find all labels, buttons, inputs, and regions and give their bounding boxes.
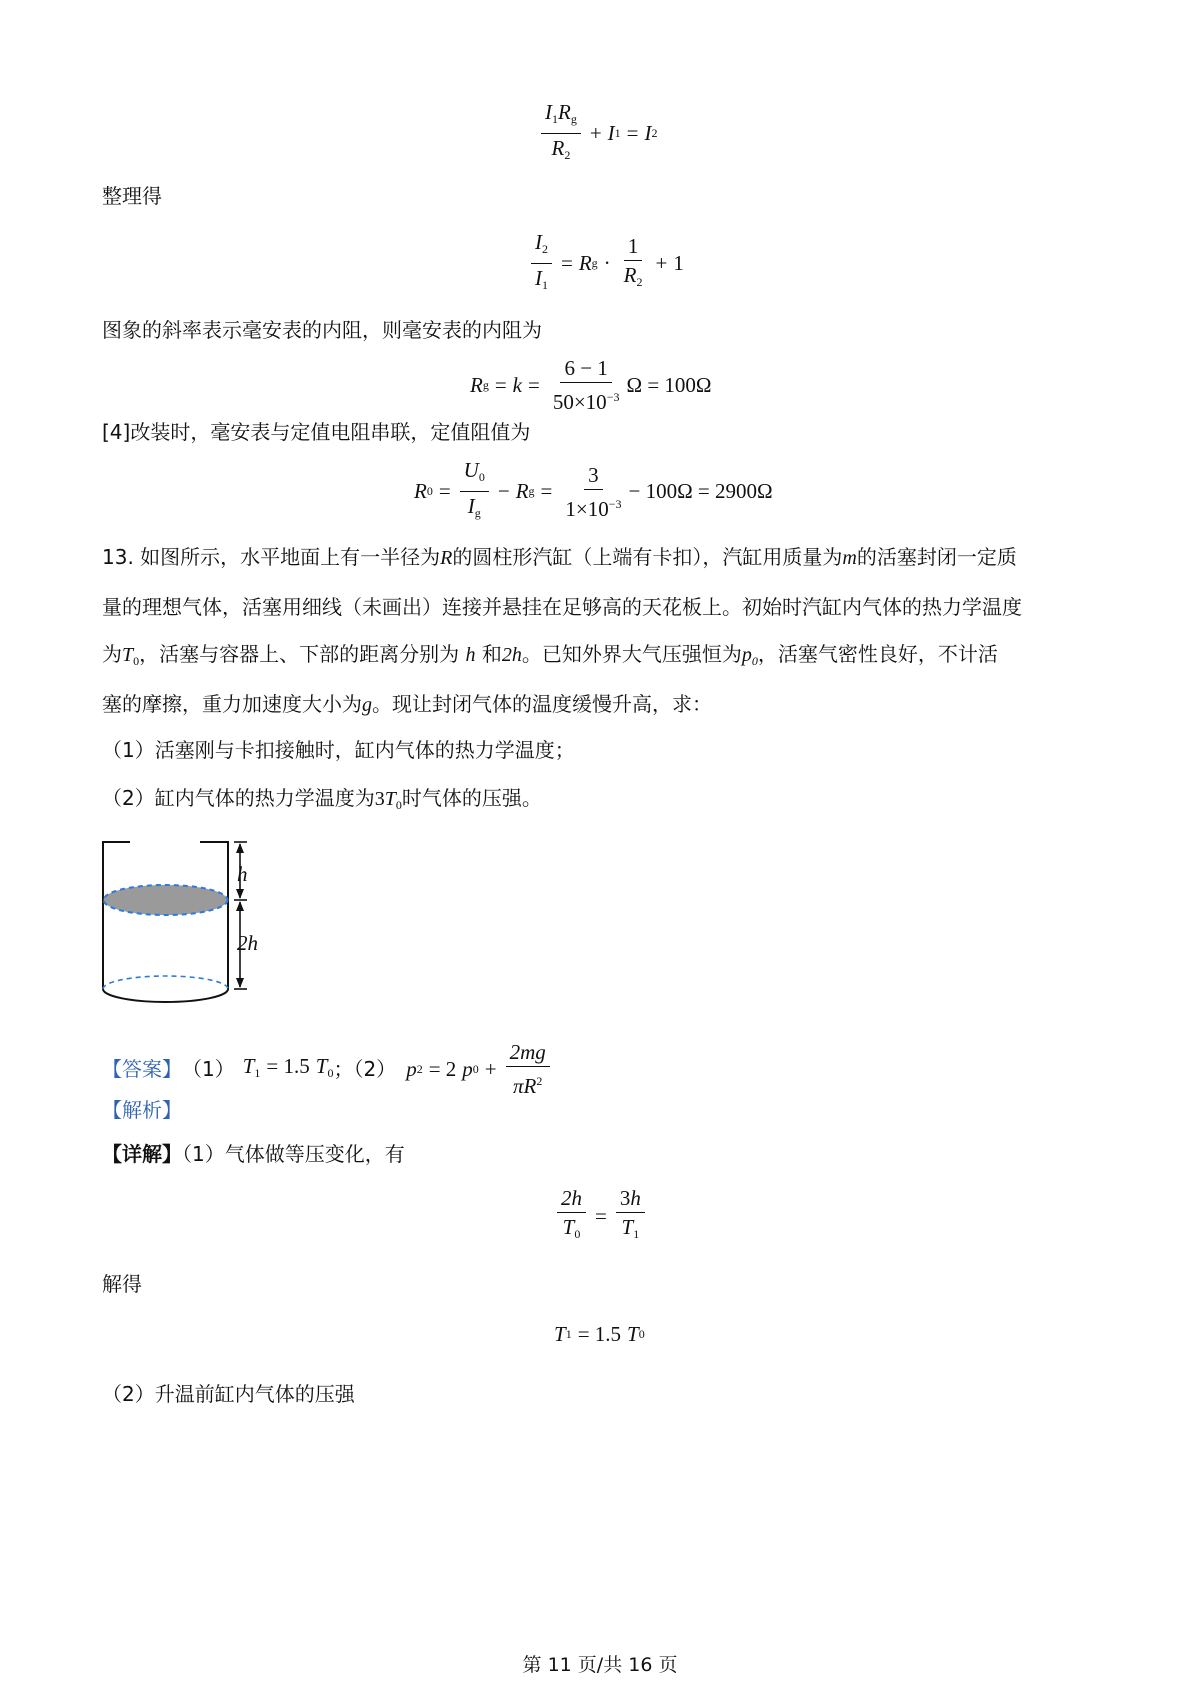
answer-tag: 【答案】 [102,1057,182,1081]
equation-series-resistor: R 0 = $\frac{U_0}{I_g}$ − R g = $\frac{3}{1\times 10^{-3}}$ − 100Ω = 2900Ω [414,458,773,525]
fraction: $\frac{2mg}{\pi R^2}$ [506,1040,550,1098]
label-2h: 2h [237,931,258,955]
fraction: $\frac{3h}{T_1}$ [616,1186,645,1246]
question-line-2: 量的理想气体，活塞用细线（未画出）连接并悬挂在足够高的天花板上。初始时汽缸内气体的热力学温度 [102,595,1022,619]
text-zhengli: 整理得 [102,184,162,208]
text-part2: （2）升温前缸内气体的压强 [102,1382,355,1406]
text-jiede: 解得 [102,1272,142,1296]
fraction: $\frac{2h}{T_0}$ [557,1186,586,1246]
question-sub-1: （1）活塞刚与卡扣接触时，缸内气体的热力学温度； [102,738,575,762]
fraction: $\frac{1}{R_2}$ [623,233,643,289]
detail-line: 【详解】（1）气体做等压变化，有 [102,1142,405,1166]
fraction: $\frac{6 - 1}{50\times 10^{-3}}$ [552,356,620,414]
equation-ratio: $\frac{I_2}{I_1}$ = R g · $\frac{1}{R_2}$ + 1 [528,230,684,297]
jiexi-tag: 【解析】 [102,1098,182,1122]
fraction: $\frac{I_2}{I_1}$ [531,230,552,297]
text-slope: 图象的斜率表示毫安表的内阻，则毫安表的内阻为 [102,318,542,342]
text-step4: [4]改装时，毫安表与定值电阻串联，定值阻值为 [102,420,531,444]
equation-isobaric: $\frac{2h}{T_0}$ = $\frac{3h}{T_1}$ [554,1186,648,1246]
equation-result-t1: T 1 = 1.5 T 0 [554,1322,645,1346]
page-footer: 第 11 页/共 16 页 [522,1654,678,1676]
fraction: $\frac{U_0}{I_g}$ [460,458,489,525]
question-line-1: 13. 如图所示，水平地面上有一半径为R的圆柱形汽缸（上端有卡扣），汽缸用质量为m的活塞封闭一定质 [102,545,1017,569]
piston [104,885,228,915]
label-h: h [237,862,248,886]
fraction: $\frac{I_1R_g}{R_2}$ [541,100,581,167]
equation-current-sum: $\frac{I_1R_g}{R_2}$ + I 1 = I 2 [538,100,658,167]
question-sub-2: （2）缸内气体的热力学温度为$3T_0$时气体的压强。 [102,786,542,812]
cylinder-figure [95,836,265,1016]
answer-line: 【答案】 （1） $T_1 = 1.5$ $T_0$ ；（2） p 2 = 2 p 0 + $\frac{2mg}{\pi R^2}$ [102,1040,553,1098]
equation-internal-resistance: R g = k = $\frac{6 - 1}{50\times 10^{-3}}$ Ω = 100Ω [470,356,712,414]
question-line-4: 塞的摩擦，重力加速度大小为g。现让封闭气体的温度缓慢升高，求： [102,692,712,716]
question-line-3: 为$T_0$，活塞与容器上、下部的距离分别为 h 和2h。已知外界大气压强恒为$p_0$，活塞气密性良好，不计活 [102,642,998,668]
fraction: $\frac{3}{1\times 10^{-3}}$ [565,462,622,521]
